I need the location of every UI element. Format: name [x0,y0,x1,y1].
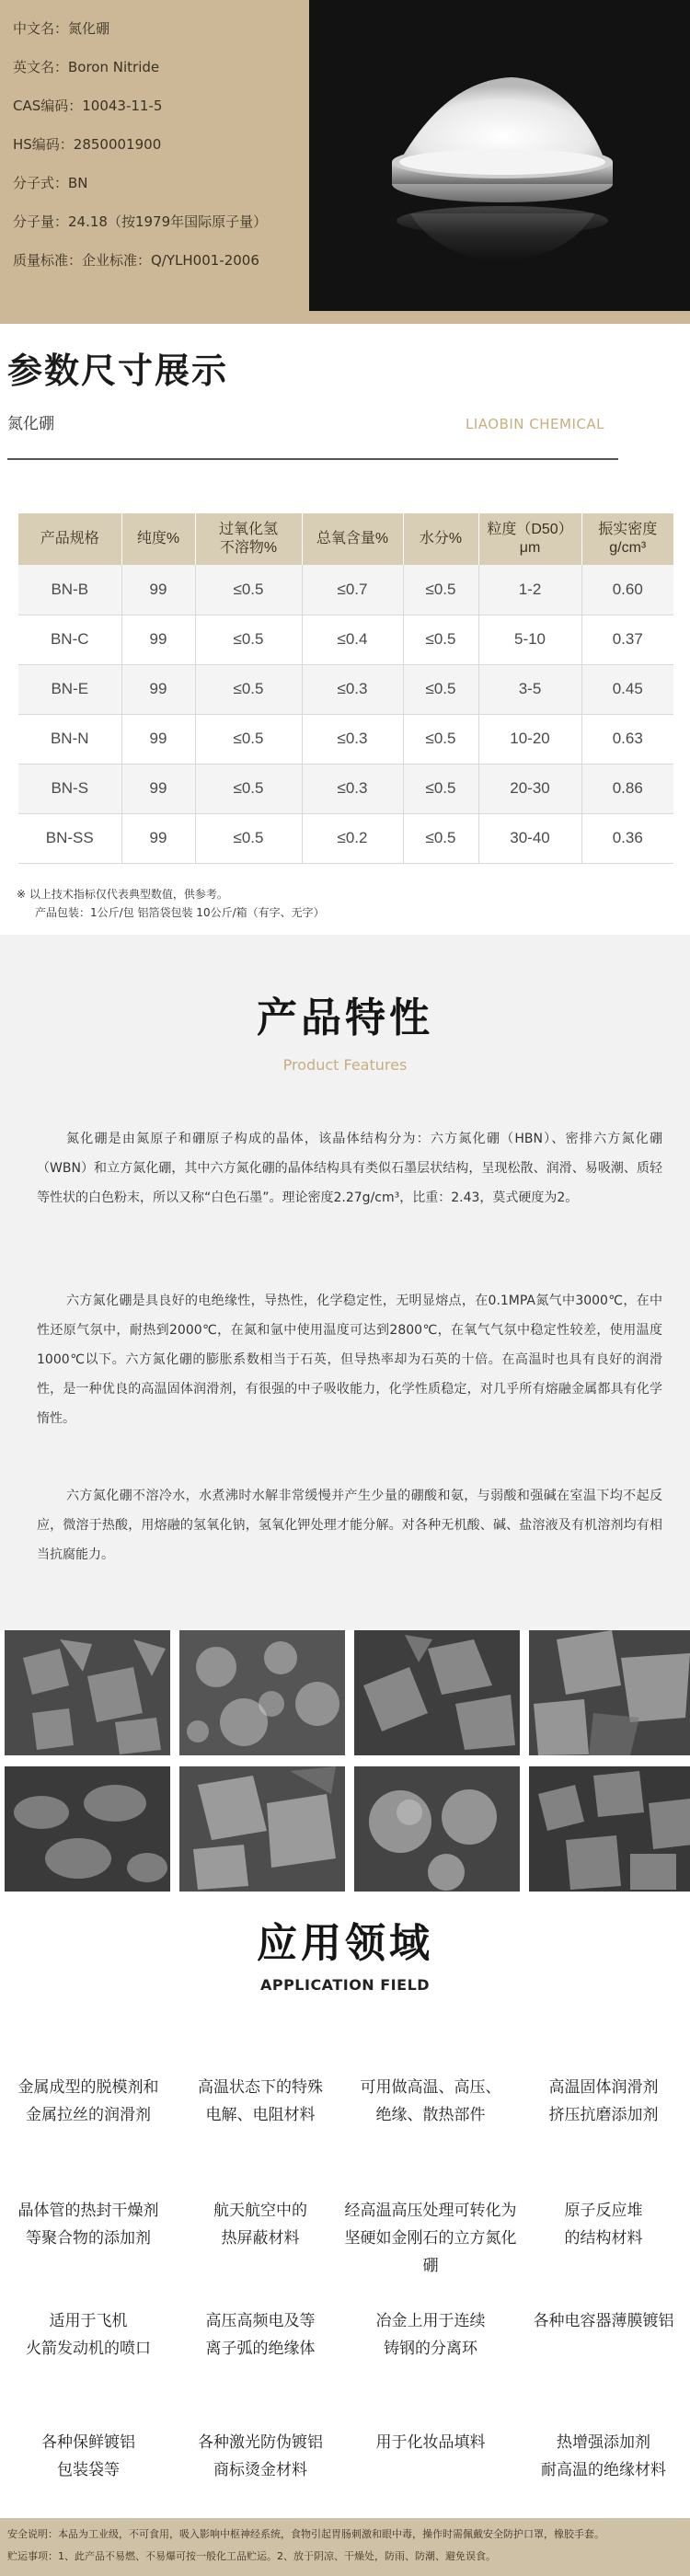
table-cell: ≤0.5 [195,813,302,863]
application-item-line: 用于化妆品填料 [375,2433,486,2452]
features-paragraph-properties: 六方氮化硼是具良好的电绝缘性，导热性，化学稳定性，无明显熔点，在0.1MPA氮气中3000℃，在中性还原气氛中，耐热到2000℃，在氮和氩中使用温度可达到2800℃，在氧气气氛中稳定性较差，使用温度1000℃以下。六方氮化硼的膨胀系数相当于石英，但导热率却为石英的十倍。在高温时也具有良好的润滑性，是一种优良的高温固体润滑剂，有很强的中子吸收能力，化学性质稳定，对几乎所有熔融金属都具有化学惰性。 [37,1294,662,1426]
application-item [1,2307,176,2363]
storage-note: 贮运事项：1、此产品不易燃、不易爆可按一般化工品贮运。2、放于阴凉、干燥处，防雨、防潮、避免误食。 [7,2550,496,2562]
application-item [343,2307,518,2363]
table-cell: ≤0.5 [195,764,302,813]
application-item-line: 热屏蔽材料 [221,2229,300,2248]
quality-standard: 质量标准：企业标准：Q/YLH001-2006 [13,252,259,269]
application-item [516,2197,690,2252]
table-cell: 99 [121,714,195,764]
table-cell: 30-40 [478,813,581,863]
table-cell: 99 [121,565,195,615]
features-title: 产品特性 [257,995,433,1041]
parameter-section-title: 参数尺寸展示 [7,351,229,391]
table-row [18,565,673,615]
table-cell: 0.45 [581,664,673,714]
application-item-line: 金属成型的脱模剂和 [17,2078,159,2097]
application-item-line: 铸钢的分离环 [384,2340,477,2358]
table-row [18,714,673,764]
application-item-line: 等聚合物的添加剂 [26,2229,151,2248]
application-item-line: 可用做高温、高压、 [360,2078,501,2097]
application-item-line: 耐高温的绝缘材料 [541,2461,666,2479]
application-item-line: 原子反应堆 [564,2202,643,2220]
table-cell: ≤0.5 [195,615,302,664]
application-item [173,2307,348,2363]
header-oxygen: 总氧含量% [302,513,403,565]
product-info-banner [0,0,690,324]
table-cell: 99 [121,764,195,813]
cas-number: CAS编码：10043-11-5 [13,98,163,114]
application-item [516,2429,690,2484]
table-cell: ≤0.3 [302,714,403,764]
application-item-line: 包装袋等 [57,2461,120,2479]
application-item [516,2307,690,2335]
table-cell: ≤0.5 [195,565,302,615]
product-info-list [13,9,300,280]
application-item-line: 各种电容器薄膜镀铝 [533,2312,674,2330]
application-item-line: 火箭发动机的喷口 [26,2340,151,2358]
sem-image [529,1766,690,1892]
features-paragraph-chemical: 六方氮化硼不溶冷水，水煮沸时水解非常缓慢并产生少量的硼酸和氨，与弱酸和强碱在室温下均不起反应，微溶于热酸，用熔融的氢氧化钠，氢氧化钾处理才能分解。对各种无机酸、碱、盐溶液及有机溶剂均有相当抗腐能力。 [37,1489,662,1562]
sem-image [354,1630,520,1755]
application-item-line: 坚硬如金刚石的立方氮化硼 [344,2229,517,2275]
application-item-line: 适用于飞机 [49,2312,128,2330]
application-item [1,2429,176,2484]
note-packaging: 产品包装：1公斤/包 铝箔袋包装 10公斤/箱（有字、无字） [35,906,325,919]
application-item-line: 经高温高压处理可转化为 [344,2202,517,2220]
application-item-line: 各种激光防伪镀铝 [198,2433,323,2452]
table-cell: 0.60 [581,565,673,615]
application-item [173,2429,348,2484]
table-row [18,664,673,714]
table-cell: BN-B [18,565,121,615]
english-name: 英文名：Boron Nitride [13,59,160,75]
table-cell: ≤0.3 [302,664,403,714]
table-row [18,764,673,813]
table-cell: BN-N [18,714,121,764]
table-cell: 99 [121,813,195,863]
application-item-line: 挤压抗磨添加剂 [548,2106,659,2124]
table-cell: BN-SS [18,813,121,863]
applications-title: 应用领域 [257,1920,433,1967]
table-cell: ≤0.5 [195,664,302,714]
powder-dish-photo [309,0,690,311]
application-item-line: 电解、电阻材料 [205,2106,316,2124]
header-tap-density: 振实密度 g/cm³ [581,513,673,565]
sem-image [5,1630,170,1755]
table-cell: 0.63 [581,714,673,764]
application-item-line: 金属拉丝的润滑剂 [26,2106,151,2124]
table-row [18,813,673,863]
sem-image [179,1766,345,1892]
safety-note: 安全说明：本品为工业级，不可食用，吸入影响中枢神经系统，食物引起胃肠刺激和眼中毒，操作时需佩戴安全防护口罩，橡胶手套。 [7,2528,604,2540]
table-cell: 0.36 [581,813,673,863]
application-item-line: 离子弧的绝缘体 [205,2340,316,2358]
application-item-line: 航天航空中的 [213,2202,307,2220]
application-item-line: 各种保鲜镀铝 [41,2433,135,2452]
application-item [343,2197,518,2280]
application-item [343,2429,518,2456]
sem-image-grid [0,1630,690,1893]
spec-table [18,513,673,864]
table-cell: 1-2 [478,565,581,615]
hs-code: HS编码：2850001900 [13,136,162,153]
sem-image [529,1630,690,1755]
molecular-formula: 分子式：BN [13,175,88,191]
brand-name: LIAOBIN CHEMICAL [466,416,604,432]
spec-table-body [18,565,673,863]
application-item-line: 的结构材料 [564,2229,643,2248]
application-item [1,2074,176,2129]
header-insoluble: 过氧化氢 不溶物% [195,513,302,565]
table-cell: 99 [121,664,195,714]
application-item-line: 冶金上用于连续 [375,2312,486,2330]
header-purity: 纯度% [121,513,195,565]
product-name-label: 氮化硼 [7,415,54,433]
table-cell: ≤0.5 [403,813,478,863]
application-item [1,2197,176,2252]
table-cell: BN-E [18,664,121,714]
table-cell: 5-10 [478,615,581,664]
table-cell: ≤0.5 [403,615,478,664]
sem-image [354,1766,520,1892]
header-spec: 产品规格 [18,513,121,565]
table-row [18,615,673,664]
table-cell: 0.37 [581,615,673,664]
section-divider [7,458,618,460]
note-disclaimer: ※ 以上技术指标仅代表典型数值，供参考。 [17,888,228,901]
table-cell: 3-5 [478,664,581,714]
applications-subtitle: APPLICATION FIELD [259,1976,431,1994]
features-paragraph-structure: 氮化硼是由氮原子和硼原子构成的晶体，该晶体结构分为：六方氮化硼（HBN）、密排六方氮化硼（WBN）和立方氮化硼，其中六方氮化硼的晶体结构具有类似石墨层状结构，呈现松散、润滑、易吸潮、质轻等性状的白色粉末，所以又称“白色石墨”。理论密度2.27g/cm³，比重：2.43，莫式硬度为2。 [37,1132,662,1205]
application-item [173,2074,348,2129]
application-item [516,2074,690,2129]
features-subtitle: Product Features [282,1056,408,1074]
table-cell: ≤0.5 [403,565,478,615]
sem-image [179,1630,345,1755]
table-cell: ≤0.3 [302,764,403,813]
application-item-line: 高压高频电及等 [205,2312,316,2330]
table-cell: ≤0.4 [302,615,403,664]
chinese-name: 中文名：氮化硼 [13,20,110,37]
table-cell: ≤0.7 [302,565,403,615]
table-cell: 20-30 [478,764,581,813]
application-item-line: 热增强添加剂 [557,2433,650,2452]
application-item-line: 晶体管的热封干燥剂 [17,2202,159,2220]
table-cell: ≤0.5 [195,714,302,764]
table-cell: 0.86 [581,764,673,813]
header-particle-size: 粒度（D50） μm [478,513,581,565]
application-item-line: 高温固体润滑剂 [548,2078,659,2097]
table-cell: 10-20 [478,714,581,764]
table-cell: BN-S [18,764,121,813]
table-cell: ≤0.5 [403,664,478,714]
sem-image [5,1766,170,1892]
molecular-weight: 分子量：24.18（按1979年国际原子量） [13,213,268,230]
table-notes [17,885,325,922]
table-cell: BN-C [18,615,121,664]
table-cell: ≤0.5 [403,714,478,764]
application-item-line: 绝缘、散热部件 [375,2106,486,2124]
header-moisture: 水分% [403,513,478,565]
table-cell: ≤0.5 [403,764,478,813]
table-cell: 99 [121,615,195,664]
application-item-line: 高温状态下的特殊 [198,2078,323,2097]
safety-footer [0,2518,690,2576]
table-header-row [18,513,673,565]
application-item [343,2074,518,2129]
application-item-line: 商标烫金材料 [213,2461,307,2479]
application-item [173,2197,348,2252]
table-cell: ≤0.2 [302,813,403,863]
